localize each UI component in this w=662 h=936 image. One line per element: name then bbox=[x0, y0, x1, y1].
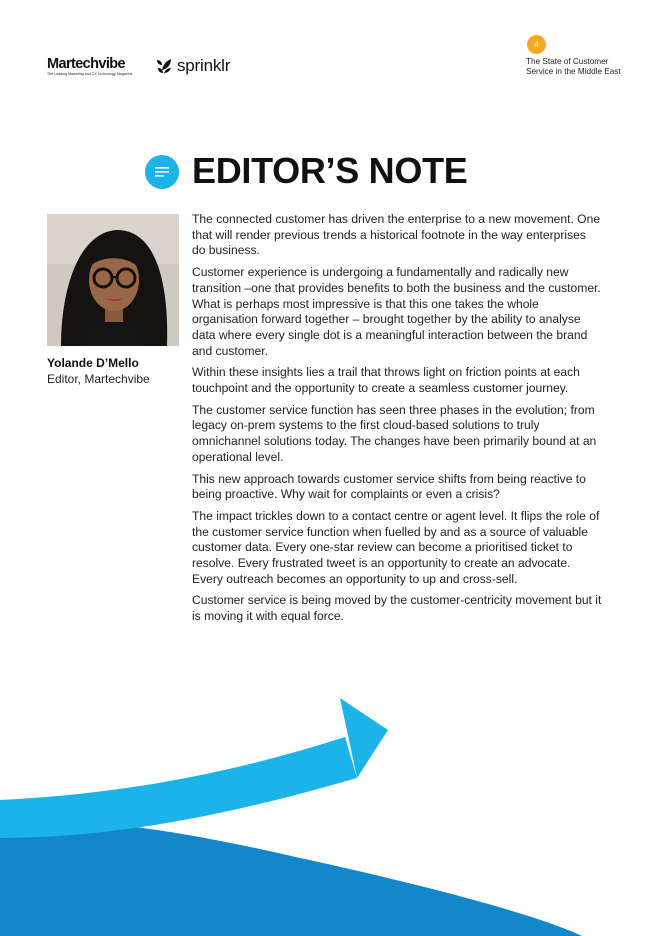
document-lines-icon bbox=[145, 155, 179, 189]
paragraph: This new approach towards customer service shifts from being reactive to being proactive. Why wait for complaints or even a crisis? bbox=[192, 471, 586, 502]
paragraph: The connected customer has driven the enterprise to a new movement. One that will render previous trends a historical footnote in the way enterprises do business. bbox=[192, 212, 601, 258]
arrow-shaft bbox=[0, 737, 357, 838]
sprinklr-mark-icon bbox=[154, 56, 174, 76]
paragraph: Customer service is being moved by the customer-centricity movement but it is moving it with equal force. bbox=[192, 593, 602, 624]
author-photo bbox=[47, 214, 179, 346]
editor-note-body bbox=[192, 212, 602, 631]
martechvibe-logo-tagline: The Leading Marketing and CX Technology Magazine bbox=[47, 72, 133, 76]
decorative-swoosh bbox=[0, 690, 662, 936]
sprinklr-wordmark: sprinklr bbox=[177, 56, 231, 75]
martechvibe-logo bbox=[47, 56, 137, 77]
paragraph: Within these insights lies a trail that throws light on friction points at each touchpoint and the opportunity to create a seamless customer journey. bbox=[192, 365, 580, 396]
sprinklr-logo bbox=[154, 56, 230, 76]
paragraph: The impact trickles down to a contact centre or agent level. It flips the role of the customer service function when fuelled by and as a source of valuable customer data. Every one-star review can become a prioritised ticket to resolve. Every frustrated tweet is an opportunity to create an advocate. Every outreach becomes an opportunity to up and cross-sell. bbox=[192, 508, 600, 586]
author-role: Editor, Martechvibe bbox=[47, 372, 150, 386]
martechvibe-logo-name: Martechvibe bbox=[47, 56, 126, 72]
paragraph: Customer experience is undergoing a fundamentally and radically new transition –one that provides benefits to both the business and the customer. What is perhaps most impressive is that this one takes the whole organisation forward together – brought together by the ability to analyse data where every single dot is a meaningful interaction between the brand and customer. bbox=[192, 265, 601, 358]
page-number-badge: 4 bbox=[527, 35, 546, 54]
author-name: Yolande D’Mello bbox=[47, 356, 139, 370]
paragraph: The customer service function has seen three phases in the evolution; from legacy on-prem systems to the first cloud-based solutions to truly omnichannel solutions today. The changes have been primarily bound at an operational level. bbox=[192, 402, 597, 464]
report-title: The State of Customer Service in the Middle East bbox=[526, 57, 621, 76]
deep-blue-wave bbox=[0, 821, 582, 936]
page-title: EDITOR’S NOTE bbox=[192, 150, 468, 191]
